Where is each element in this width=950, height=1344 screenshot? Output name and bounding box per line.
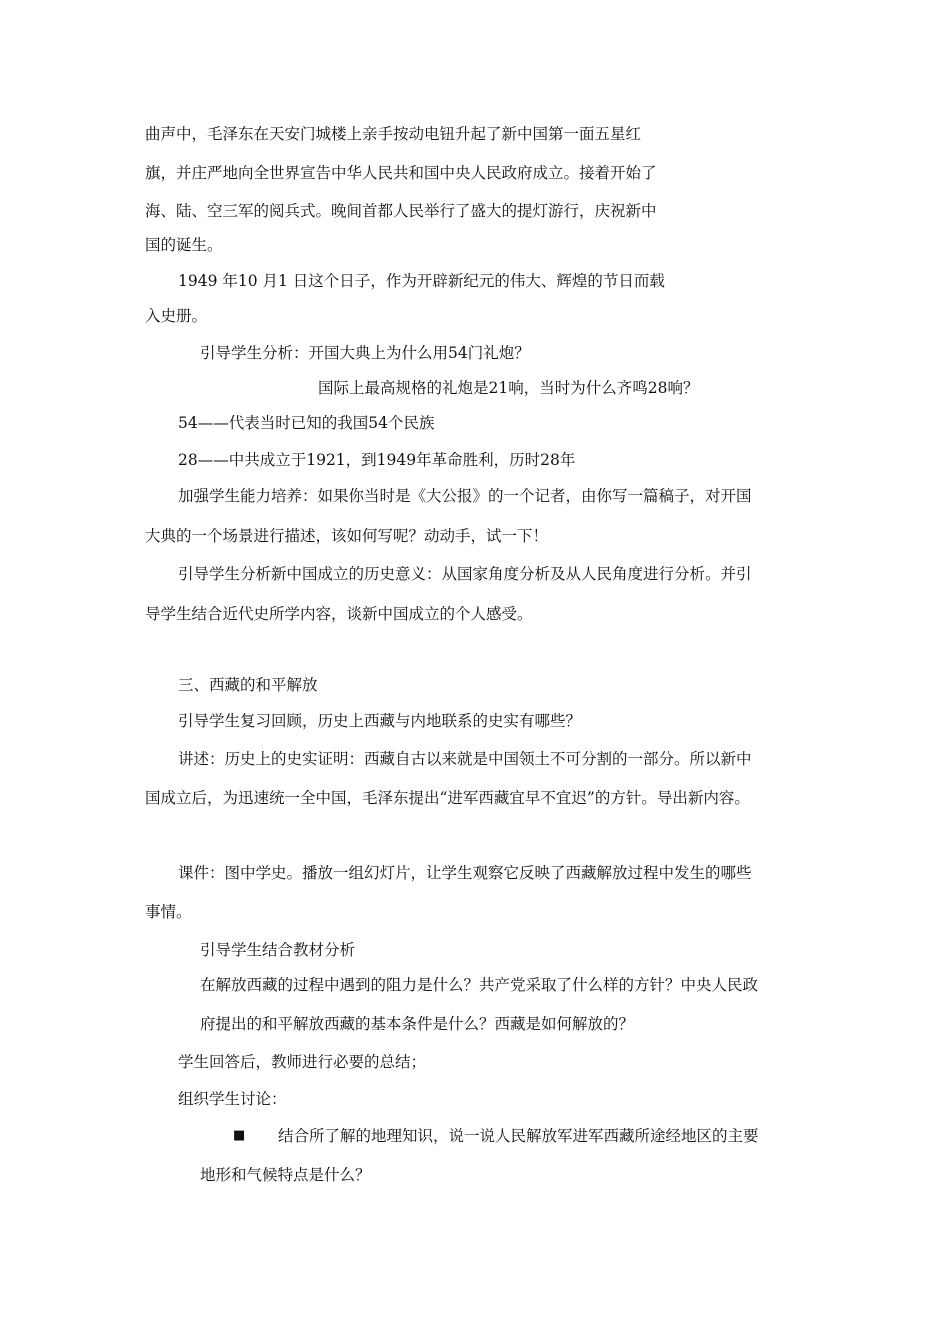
text-line: 大典的一个场景进行描述，该如何写呢？动动手，试一下！ xyxy=(145,527,549,545)
text-line: 事情。 xyxy=(145,903,192,921)
bullet-text: 结合所了解的地理知识，说一说人民解放军进军西藏所途经地区的主要 xyxy=(278,1127,759,1145)
text-line: 导学生结合近代史所学内容，谈新中国成立的个人感受。 xyxy=(145,605,533,623)
text-line: 府提出的和平解放西藏的基本条件是什么？西藏是如何解放的？ xyxy=(200,1015,635,1033)
text-line: 54——代表当时已知的我国54个民族 xyxy=(178,414,435,432)
square-bullet-icon: ■ xyxy=(233,1128,246,1143)
text-line: 引导学生分析新中国成立的历史意义：从国家角度分析及从人民角度进行分析。并引 xyxy=(178,565,752,583)
text-line: 课件：图中学史。播放一组幻灯片，让学生观察它反映了西藏解放过程中发生的哪些 xyxy=(178,864,752,882)
text-line: 组织学生讨论： xyxy=(178,1090,287,1108)
text-line: 学生回答后，教师进行必要的总结； xyxy=(178,1053,427,1071)
bullet-text: 地形和气候特点是什么？ xyxy=(200,1166,371,1184)
text-line: 国际上最高规格的礼炮是21响，当时为什么齐鸣28响？ xyxy=(318,379,699,397)
text-line: 引导学生结合教材分析 xyxy=(200,941,356,959)
text-line: 国的诞生。 xyxy=(145,236,223,254)
text-line: 曲声中，毛泽东在天安门城楼上亲手按动电钮升起了新中国第一面五星红 xyxy=(145,125,642,143)
text-line: 旗，并庄严地向全世界宣告中华人民共和国中央人民政府成立。接着开始了 xyxy=(145,164,657,182)
text-line: 引导学生分析：开国大典上为什么用54门礼炮？ xyxy=(200,344,530,362)
text-line: 入史册。 xyxy=(145,307,208,325)
text-line: 国成立后，为迅速统一全中国，毛泽东提出“进军西藏宜早不宜迟”的方针。导出新内容。 xyxy=(145,789,750,807)
text-line: 28——中共成立于1921，到1949年革命胜利，历时28年 xyxy=(178,451,576,469)
text-line: 引导学生复习回顾，历史上西藏与内地联系的史实有哪些？ xyxy=(178,712,582,730)
text-line: 加强学生能力培养：如果你当时是《大公报》的一个记者，由你写一篇稿子，对开国 xyxy=(178,487,752,505)
text-line: 讲述：历史上的史实证明：西藏自古以来就是中国领土不可分割的一部分。所以新中 xyxy=(178,750,752,768)
text-line: 1949 年10 月1 日这个日子，作为开辟新纪元的伟大、辉煌的节日而载 xyxy=(178,272,665,290)
text-line: 在解放西藏的过程中遇到的阻力是什么？共产党采取了什么样的方针？中央人民政 xyxy=(200,976,759,994)
text-line: 海、陆、空三军的阅兵式。晚间首都人民举行了盛大的提灯游行，庆祝新中 xyxy=(145,202,657,220)
section-heading: 三、西藏的和平解放 xyxy=(178,676,318,694)
